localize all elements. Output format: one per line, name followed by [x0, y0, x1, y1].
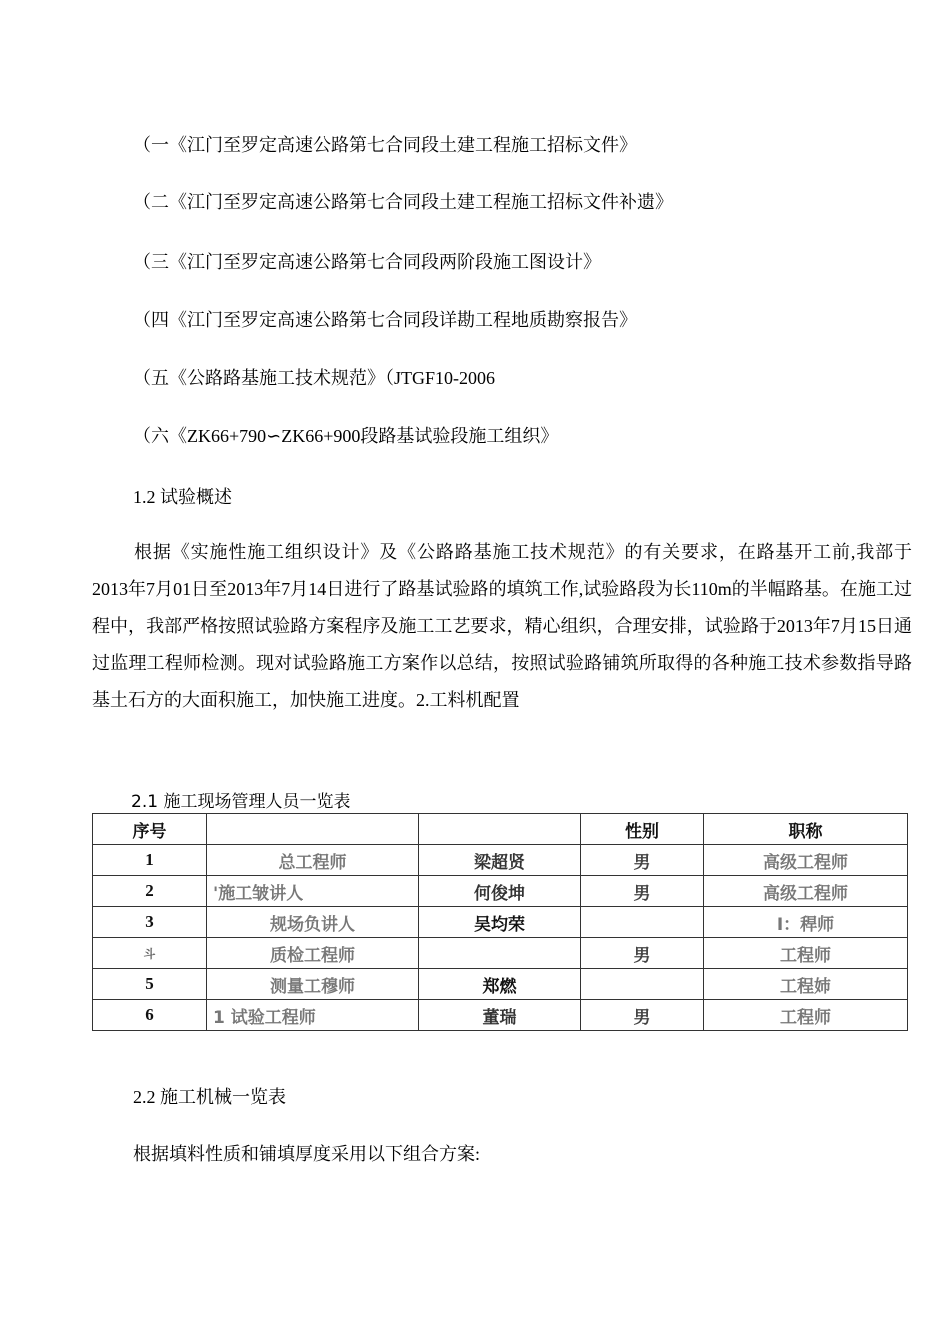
cell-role: 测量工穆师 [207, 969, 419, 1000]
cell-role: 规场负讲人 [207, 907, 419, 938]
reference-5: （五《公路路基施工技术规范》（JTGF10-2006 [133, 368, 496, 388]
overview-paragraph: 根据《实施性施工组织设计》及《公路路基施工技术规范》的有关要求，在路基开工前,我部于2013年7月01日至2013年7月14日进行了路基试验路的填筑工作,试验路段为长110m的半幅路基。在施工过程中，我部严格按照试验路方案程序及施工工艺要求，精心组织，合理安排，试验路于2013年7月15日通过监理工程师检测。现对试验路施工方案作以总结，按照试验路铺筑所取得的各种施工技术参数指导路基土石方的大面积施工，加快施工进度。2.工料机配置 [92, 542, 912, 710]
cell-sex: 男 [581, 845, 704, 876]
cell-name: 吴均荣 [419, 907, 581, 938]
cell-role: 1 试验工程师 [207, 1000, 419, 1031]
reference-4: （四《江门至罗定高速公路第七合同段详勘工程地质勘察报告》 [133, 310, 637, 330]
cell-sex: 男 [581, 876, 704, 907]
cell-name [419, 938, 581, 969]
cell-sex [581, 969, 704, 1000]
cell-no: 5 [93, 969, 207, 1000]
cell-title: 高级工程师 [704, 845, 908, 876]
cell-name: 梁超贤 [419, 845, 581, 876]
header-no: 序号 [93, 814, 207, 845]
header-role [207, 814, 419, 845]
reference-6: （六《ZK66+790∽ZK66+900段路基试验段施工组织》 [133, 426, 559, 446]
reference-2: （二《江门至罗定高速公路第七合同段土建工程施工招标文件补遗》 [133, 192, 673, 212]
cell-sex: 男 [581, 938, 704, 969]
cell-role: 质检工程师 [207, 938, 419, 969]
section-heading-2-2: 2.2 施工机械一览表 [133, 1087, 286, 1107]
table-row [93, 876, 908, 907]
table-header-row [93, 814, 908, 845]
cell-name: 何俊坤 [419, 876, 581, 907]
cell-title: 高级工程师 [704, 876, 908, 907]
reference-1: （一《江门至罗定高速公路第七合同段土建工程施工招标文件》 [133, 135, 637, 155]
cell-role: 总工程师 [207, 845, 419, 876]
cell-no: 6 [93, 1000, 207, 1031]
cell-no: 斗 [93, 938, 207, 969]
header-name [419, 814, 581, 845]
cell-role: '施工皱讲人 [207, 876, 419, 907]
cell-no: 1 [93, 845, 207, 876]
table-row [93, 845, 908, 876]
cell-title: 工程师 [704, 1000, 908, 1031]
table-row [93, 938, 908, 969]
header-sex: 性别 [581, 814, 704, 845]
cell-sex [581, 907, 704, 938]
cell-title: I：稈师 [704, 907, 908, 938]
section-heading-1-2: 1.2 试验概述 [133, 487, 232, 507]
table-row [93, 907, 908, 938]
combination-paragraph: 根据填料性质和铺填厚度采用以下组合方案: [133, 1144, 480, 1164]
cell-title: 工程师 [704, 938, 908, 969]
cell-no: 3 [93, 907, 207, 938]
cell-name: 董瑞 [419, 1000, 581, 1031]
cell-title: 工程姉 [704, 969, 908, 1000]
cell-no: 2 [93, 876, 207, 907]
reference-3: （三《江门至罗定高速公路第七合同段两阶段施工图设计》 [133, 252, 601, 272]
cell-name: 郑燃 [419, 969, 581, 1000]
table-row [93, 1000, 908, 1031]
header-title: 职称 [704, 814, 908, 845]
cell-sex: 男 [581, 1000, 704, 1031]
staff-table [92, 813, 908, 1031]
section-heading-2-1: 2.1 施工现场管理人员一览表 [131, 792, 351, 812]
table-row [93, 969, 908, 1000]
